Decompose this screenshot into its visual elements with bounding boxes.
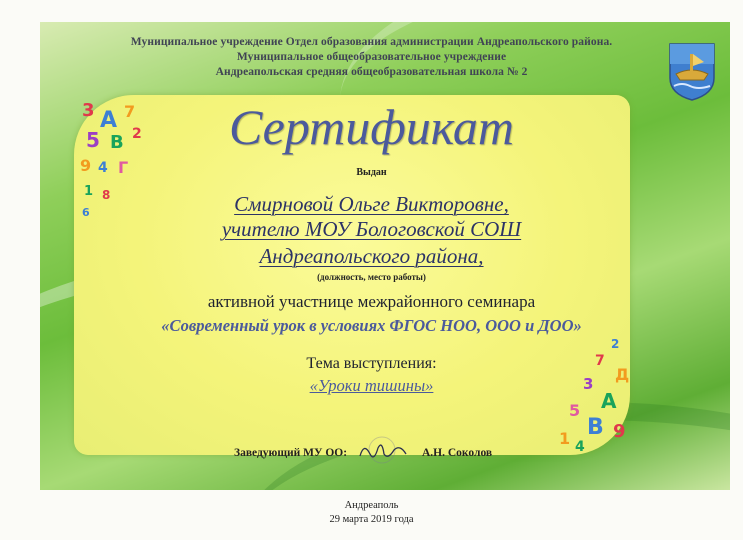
handwritten-signature [354,436,414,466]
participant-role: активной участнице межрайонного семинара [207,292,536,311]
footer-city: Андреаполь [344,500,399,511]
topic-title: «Уроки тишины» [309,376,434,395]
issued-label: Выдан [356,167,387,178]
header-line-3: Андреапольская средняя общеобразовательная школа № 2 [215,66,528,78]
recipient-position: учителю МОУ Бологовской СОШ [221,217,522,241]
decorative-letters-top-left: 3 A 7 5 B 2 9 4 Г 1 8 6 [80,100,142,219]
recipient-name: Смирновой Ольге Викторовне, [234,192,509,216]
footer-date: 29 марта 2019 года [329,514,414,525]
signer-role: Заведующий МУ ОО: [234,447,348,459]
topic-label: Тема выступления: [306,355,437,372]
certificate-title: Сертификат [228,99,515,155]
signer-name: А.Н. Соколов [422,447,493,459]
header-line-1: Муниципальное учреждение Отдел образования администрации Андреапольского района. [130,36,613,48]
decorative-letters-bottom-right: 2 7 Д 3 А 5 В 9 1 4 [559,337,630,455]
position-caption: (должность, место работы) [317,272,426,282]
recipient-district: Андреапольского района, [259,244,484,268]
seminar-title: «Современный урок в условиях ФГОС НОО, ООО и ДОО» [161,316,582,335]
header-line-2: Муниципальное общеобразовательное учреждение [236,51,507,63]
